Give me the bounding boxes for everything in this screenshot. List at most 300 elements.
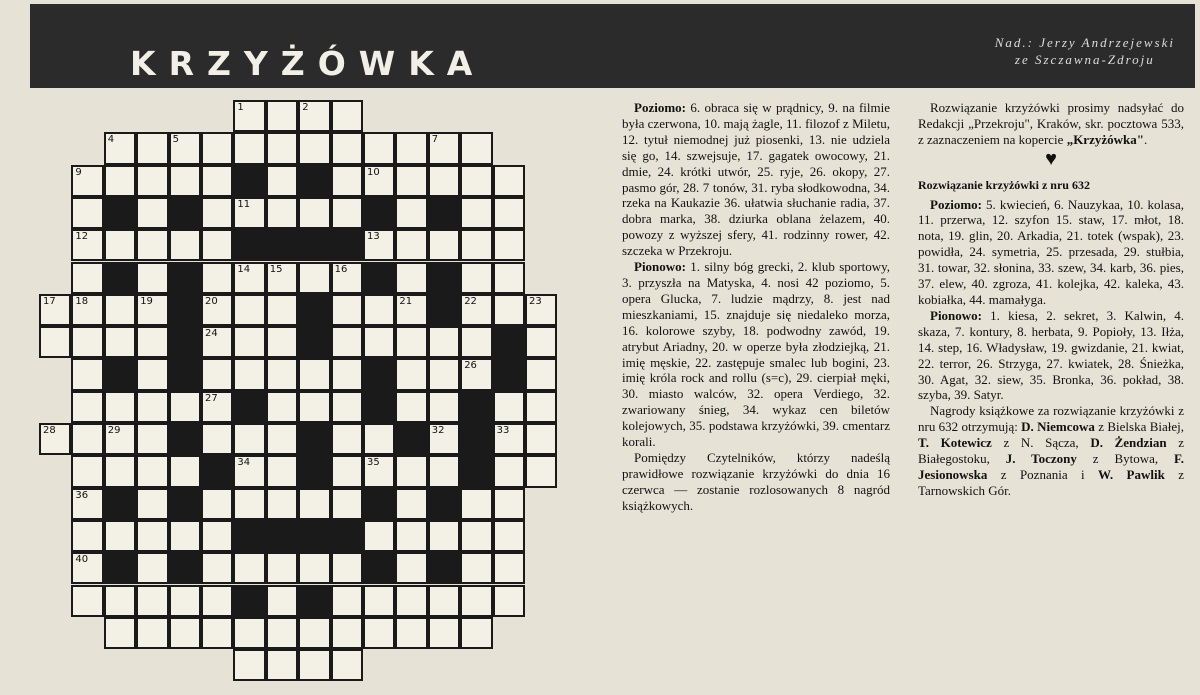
solution-across-text: 5. kwiecień, 6. Nauzykaa, 10. kolasa, 11. przerwa, 12. szyfon 15. staw, 17. młot, 18. nota, 19. glin, 20. Arkadia, 21. totek (wspak), 23. powidła, 24. symetria, 25. przesada, 29. stułbia, 31. towar, 32. słonina, 33. szew, 34. karb, 36. pies, 37. elew, 40. zgroza, 41. kolejka, 42. kaleka, 43. kobiałka, 44. mamałyga. [918,196,1184,307]
grid-cell[interactable] [460,262,492,294]
cell-number: 9 [75,166,82,178]
grid-cell[interactable] [428,132,460,164]
grid-cell[interactable] [201,358,233,390]
grid-cell[interactable] [136,423,168,455]
grid-block [428,197,460,229]
grid-cell[interactable] [233,132,265,164]
grid-cell[interactable] [395,294,427,326]
cell-number: 26 [464,360,477,372]
solution-across [918,197,1184,308]
grid-block [298,229,330,261]
grid-cell[interactable] [493,552,525,584]
grid-block [169,262,201,294]
grid-block [460,423,492,455]
grid-cell[interactable] [363,617,395,649]
grid-cell[interactable] [136,488,168,520]
grid-cell[interactable] [460,488,492,520]
grid-cell[interactable] [104,520,136,552]
grid-block [298,423,330,455]
cell-number: 1 [237,102,244,113]
clues-across [622,100,890,259]
grid-cell[interactable] [428,358,460,390]
submission-end: . [1143,131,1148,147]
submission-keyword: „Krzyżówka" [1066,131,1144,147]
grid-block [298,294,330,326]
grid-cell[interactable] [233,262,265,294]
grid-cell[interactable] [298,617,330,649]
grid-cell[interactable] [493,197,525,229]
grid-block [233,391,265,423]
grid-cell[interactable] [266,132,298,164]
grid-cell[interactable] [266,197,298,229]
grid-block [104,358,136,390]
grid-cell[interactable] [233,326,265,358]
grid-block [363,552,395,584]
grid-cell[interactable] [525,358,557,390]
grid-block [201,455,233,487]
grid-block [298,326,330,358]
grid-cell[interactable] [525,423,557,455]
grid-cell[interactable] [266,165,298,197]
grid-cell[interactable] [71,391,103,423]
winner-place: z N. Sącza, [991,435,1091,451]
grid-cell[interactable] [233,423,265,455]
grid-cell[interactable] [298,488,330,520]
grid-cell[interactable] [493,262,525,294]
submission-text: Rozwiązanie krzyżówki prosimy nadsyłać do Redakcji „Przekroju", Kraków, skr. pocztowa 533, z zaznaczeniem na kopercie [918,100,1184,147]
grid-cell[interactable] [233,358,265,390]
grid-block [493,358,525,390]
grid-cell[interactable] [104,132,136,164]
grid-cell[interactable] [395,197,427,229]
grid-cell[interactable] [331,423,363,455]
grid-cell[interactable] [201,617,233,649]
grid-cell[interactable] [71,197,103,229]
grid-cell[interactable] [169,520,201,552]
cell-number: 23 [529,295,542,307]
grid-cell[interactable] [460,229,492,261]
grid-cell[interactable] [136,358,168,390]
winner-name: D. Żendzian [1090,435,1167,451]
grid-block [233,520,265,552]
grid-cell[interactable] [39,294,71,326]
grid-cell[interactable] [428,391,460,423]
grid-block [169,294,201,326]
cell-number: 34 [237,457,251,469]
grid-cell[interactable] [395,132,427,164]
grid-cell[interactable] [428,326,460,358]
grid-cell[interactable] [201,391,233,423]
grid-block [460,455,492,487]
grid-cell[interactable] [460,326,492,358]
author-town: ze Szczawna-Zdroju [1014,52,1155,67]
grid-cell[interactable] [39,423,71,455]
grid-cell[interactable] [428,229,460,261]
grid-cell[interactable] [363,423,395,455]
grid-cell[interactable] [201,229,233,261]
solution-down-label: Pionowo: [930,307,982,323]
winner-name: T. Kotewicz [918,435,992,451]
grid-cell[interactable] [331,132,363,164]
grid-block [363,262,395,294]
cell-number: 4 [107,134,115,146]
grid-cell[interactable] [266,455,298,487]
grid-block [331,229,363,261]
clues-down-text: 1. silny bóg grecki, 2. klub sportowy, 3. przyszła na Matyska, 4. nosi 42 poziomo, 5. opera Glucka, 7. ludzie mądrzy, 8. jest nad mieszkaniami, 15. znajduje się niedaleko morza, 16. kolorowe szyby, 18. podwodny zawód, 19. atrybut Ariadny, 20. w operze była złodziejką, 21. imię męskie, 22. zastępuje smalec lub bogini, 23. imię króla rock and rollu (s=c), 29. cierpiał męki, 30. miasto walców, 32. opera Verdiego, 32. zwariowany śnieg, 34. wykaz cen biletów kolejowych, 35. podstawa krzyżówki, 39. cmentarz korali. [622,259,890,450]
grid-block [428,488,460,520]
grid-cell[interactable] [71,262,103,294]
grid-cell[interactable] [71,294,103,326]
solution-down-text: 1. kiesa, 2. sekret, 3. Kalwin, 4. skaza, 7. kontury, 8. herbata, 9. Popioły, 13. Iłża, 14. step, 16. Władysław, 19. gwizdanie, 21. kwiat, 22. terror, 26. Strzyga, 27. kwiatek, 28. Śnieżka, 30. Agat, 32. siew, 35. Bronka, 36. pokład, 38. szyba, 39. Satyr. [918,307,1184,403]
prize-info: Pomiędzy Czytelników, którzy nadeślą prawidłowe rozwiązanie krzyżówki do dnia 16 czerwca — zostanie rozlosowanych 8 nagród książkowych. [622,449,890,513]
grid-cell[interactable] [331,358,363,390]
grid-cell[interactable] [395,617,427,649]
grid-block [331,520,363,552]
cell-number: 29 [107,425,121,436]
grid-block [428,552,460,584]
grid-cell[interactable] [104,423,136,455]
grid-block [169,326,201,358]
cell-number: 11 [237,198,251,210]
author-name: Nad.: Jerzy Andrzejewski [994,35,1175,50]
grid-cell[interactable] [71,358,103,390]
grid-cell[interactable] [460,294,492,326]
grid-cell[interactable] [169,585,201,617]
grid-block [460,391,492,423]
grid-cell[interactable] [395,455,427,487]
cell-number: 10 [367,166,380,178]
grid-block [104,488,136,520]
grid-cell[interactable] [136,455,168,487]
grid-cell[interactable] [298,391,330,423]
grid-cell[interactable] [395,358,427,390]
winner-place: z Bytowa, [1076,451,1175,467]
grid-cell[interactable] [331,326,363,358]
grid-cell[interactable] [104,617,136,649]
grid-block [104,552,136,584]
grid-cell[interactable] [71,455,103,487]
grid-cell[interactable] [169,165,201,197]
grid-cell[interactable] [298,649,330,681]
grid-cell[interactable] [169,391,201,423]
info-column [918,100,1184,499]
grid-block [428,294,460,326]
grid-block [169,488,201,520]
winner-place: z Bielska Białej, [1094,419,1184,435]
grid-cell[interactable] [136,262,168,294]
grid-cell[interactable] [266,100,298,132]
winner-name: W. Pawlik [1098,466,1165,482]
grid-cell[interactable] [460,132,492,164]
grid-cell[interactable] [201,520,233,552]
cell-number: 21 [399,295,413,307]
grid-cell[interactable] [331,585,363,617]
grid-cell[interactable] [136,294,168,326]
grid-cell[interactable] [298,100,330,132]
winner-place: z Poznania i [987,466,1099,482]
grid-cell[interactable] [428,423,460,455]
grid-cell[interactable] [201,423,233,455]
grid-cell[interactable] [71,326,103,358]
grid-cell[interactable] [136,165,168,197]
grid-block [104,262,136,294]
clues-across-label: Poziomo: [634,100,686,115]
grid-cell[interactable] [71,423,103,455]
grid-cell[interactable] [493,520,525,552]
grid-cell[interactable] [266,423,298,455]
grid-cell[interactable] [201,262,233,294]
grid-cell[interactable] [493,455,525,487]
grid-cell[interactable] [395,229,427,261]
winners-intro: Nagrody książkowe za rozwiązanie krzyżówki z nru 632 otrzymują: [918,403,1184,435]
grid-cell[interactable] [331,100,363,132]
grid-cell[interactable] [493,294,525,326]
grid-cell[interactable] [331,262,363,294]
cell-number: 18 [75,295,89,307]
cell-number: 35 [367,457,380,469]
grid-cell[interactable] [395,326,427,358]
grid-cell[interactable] [39,326,71,358]
grid-block [493,326,525,358]
clues-column [622,100,890,514]
cell-number: 12 [75,231,89,243]
grid-cell[interactable] [201,488,233,520]
grid-cell[interactable] [104,294,136,326]
cell-number: 19 [140,295,153,307]
grid-cell[interactable] [363,132,395,164]
cell-number: 17 [43,295,56,307]
grid-cell[interactable] [493,165,525,197]
clues-across-text: 6. obraca się w prądnicy, 9. na filmie była czerwona, 10. mają żagle, 11. filozof z Miletu, 12. tytuł niemodnej już piosenki, 13. nie udziela się go, 14. szwejsuje, 17. gagatek owocowy, 21. dmie, 24. krótki utwór, 25. ryje, 26. okopy, 27. pasmo gór, 28. 7 tonów, 31. ryba słodkowodna, 34. rzeka na Kaukazie 36. ułatwia słuchanie radia, 37. dobra marka, 38. dziurka oblana żelazem, 40. powozy z wyższej sfery, 41. rodzinny rower, 42. szczeka w Przekroju. [622,100,890,259]
cell-number: 36 [75,489,89,501]
grid-cell[interactable] [331,197,363,229]
grid-cell[interactable] [460,358,492,390]
grid-block [233,229,265,261]
grid-cell[interactable] [136,585,168,617]
grid-cell[interactable] [136,552,168,584]
grid-cell[interactable] [266,262,298,294]
grid-cell[interactable] [395,552,427,584]
grid-cell[interactable] [460,197,492,229]
grid-cell[interactable] [266,552,298,584]
cell-number: 40 [75,554,89,566]
grid-cell[interactable] [136,132,168,164]
grid-cell[interactable] [266,391,298,423]
grid-cell[interactable] [331,455,363,487]
grid-block [298,165,330,197]
grid-block [169,552,201,584]
grid-cell[interactable] [169,132,201,164]
grid-block [104,197,136,229]
grid-cell[interactable] [266,326,298,358]
grid-cell[interactable] [460,585,492,617]
grid-cell[interactable] [428,617,460,649]
grid-cell[interactable] [363,326,395,358]
grid-cell[interactable] [298,358,330,390]
cell-number: 22 [464,295,477,307]
grid-block [363,197,395,229]
grid-block [363,358,395,390]
grid-block [233,585,265,617]
grid-cell[interactable] [233,488,265,520]
grid-cell[interactable] [233,649,265,681]
grid-block [395,423,427,455]
grid-cell[interactable] [460,165,492,197]
submission-info [918,100,1184,148]
solution-across-label: Poziomo: [930,196,982,212]
grid-cell[interactable] [525,326,557,358]
grid-cell[interactable] [201,197,233,229]
grid-cell[interactable] [395,585,427,617]
grid-block [298,520,330,552]
winner-name: D. Niemcowa [1021,419,1095,435]
grid-cell[interactable] [363,294,395,326]
grid-cell[interactable] [428,455,460,487]
cell-number: 7 [431,134,439,146]
grid-cell[interactable] [104,229,136,261]
grid-block [428,262,460,294]
grid-cell[interactable] [395,520,427,552]
grid-cell[interactable] [169,617,201,649]
grid-cell[interactable] [363,520,395,552]
grid-cell[interactable] [169,229,201,261]
grid-cell[interactable] [104,455,136,487]
grid-cell[interactable] [428,165,460,197]
grid-cell[interactable] [493,229,525,261]
grid-block [363,391,395,423]
cell-number: 14 [237,263,251,275]
grid-cell[interactable] [233,197,265,229]
cell-number: 24 [205,328,218,340]
grid-block [169,358,201,390]
grid-cell[interactable] [201,552,233,584]
cell-number: 5 [172,134,179,146]
grid-cell[interactable] [136,197,168,229]
grid-cell[interactable] [428,520,460,552]
cell-number: 28 [43,425,56,436]
winners-list [918,403,1184,498]
grid-cell[interactable] [136,391,168,423]
grid-cell[interactable] [136,520,168,552]
grid-cell[interactable] [298,552,330,584]
grid-cell[interactable] [395,262,427,294]
grid-cell[interactable] [298,262,330,294]
grid-cell[interactable] [71,585,103,617]
grid-cell[interactable] [395,488,427,520]
grid-block [169,423,201,455]
grid-cell[interactable] [266,585,298,617]
clues-down-label: Pionowo: [634,259,686,275]
grid-block [169,197,201,229]
grid-cell[interactable] [331,617,363,649]
grid-cell[interactable] [71,552,103,584]
grid-cell[interactable] [331,391,363,423]
grid-cell[interactable] [331,165,363,197]
cell-number: 33 [496,425,510,436]
grid-cell[interactable] [266,488,298,520]
grid-cell[interactable] [363,585,395,617]
solution-down [918,308,1184,403]
grid-cell[interactable] [266,617,298,649]
grid-cell[interactable] [395,391,427,423]
grid-block [266,520,298,552]
grid-cell[interactable] [233,552,265,584]
grid-cell[interactable] [201,165,233,197]
grid-block [298,455,330,487]
cell-number: 27 [205,392,218,404]
grid-cell[interactable] [201,585,233,617]
grid-cell[interactable] [525,294,557,326]
grid-cell[interactable] [201,326,233,358]
heart-icon: ♥ [1045,147,1057,170]
grid-cell[interactable] [104,391,136,423]
grid-cell[interactable] [233,100,265,132]
cell-number: 20 [205,295,218,307]
cell-number: 15 [269,263,283,275]
grid-cell[interactable] [363,229,395,261]
grid-block [363,488,395,520]
author-credit [995,34,1175,68]
grid-cell[interactable] [460,552,492,584]
grid-cell[interactable] [71,165,103,197]
grid-cell[interactable] [71,488,103,520]
grid-cell[interactable] [331,552,363,584]
grid-cell[interactable] [136,229,168,261]
grid-block [233,165,265,197]
grid-cell[interactable] [460,617,492,649]
grid-cell[interactable] [493,391,525,423]
clues-down [622,259,890,450]
grid-cell[interactable] [201,132,233,164]
grid-cell[interactable] [104,165,136,197]
grid-cell[interactable] [428,585,460,617]
grid-cell[interactable] [169,455,201,487]
grid-cell[interactable] [331,649,363,681]
grid-cell[interactable] [201,294,233,326]
grid-cell[interactable] [395,165,427,197]
grid-cell[interactable] [233,617,265,649]
cell-number: 32 [431,425,445,436]
grid-cell[interactable] [298,132,330,164]
grid-cell[interactable] [298,197,330,229]
grid-cell[interactable] [493,585,525,617]
winner-name: J. Toczony [1005,451,1077,467]
grid-cell[interactable] [233,294,265,326]
grid-cell[interactable] [493,423,525,455]
grid-cell[interactable] [331,488,363,520]
grid-cell[interactable] [71,520,103,552]
grid-cell[interactable] [136,326,168,358]
grid-cell[interactable] [266,358,298,390]
grid-cell[interactable] [233,455,265,487]
grid-cell[interactable] [104,585,136,617]
grid-cell[interactable] [363,455,395,487]
winner-place: z Tarnowskich Gór. [918,466,1184,498]
grid-cell[interactable] [460,520,492,552]
grid-cell[interactable] [71,229,103,261]
grid-cell[interactable] [331,294,363,326]
grid-cell[interactable] [104,326,136,358]
grid-cell[interactable] [525,455,557,487]
grid-cell[interactable] [493,488,525,520]
grid-cell[interactable] [266,294,298,326]
grid-cell[interactable] [266,649,298,681]
winner-name: F. Jesionowska [918,451,1185,482]
grid-cell[interactable] [525,391,557,423]
cell-number: 2 [302,102,309,113]
grid-cell[interactable] [136,617,168,649]
grid-cell[interactable] [363,165,395,197]
